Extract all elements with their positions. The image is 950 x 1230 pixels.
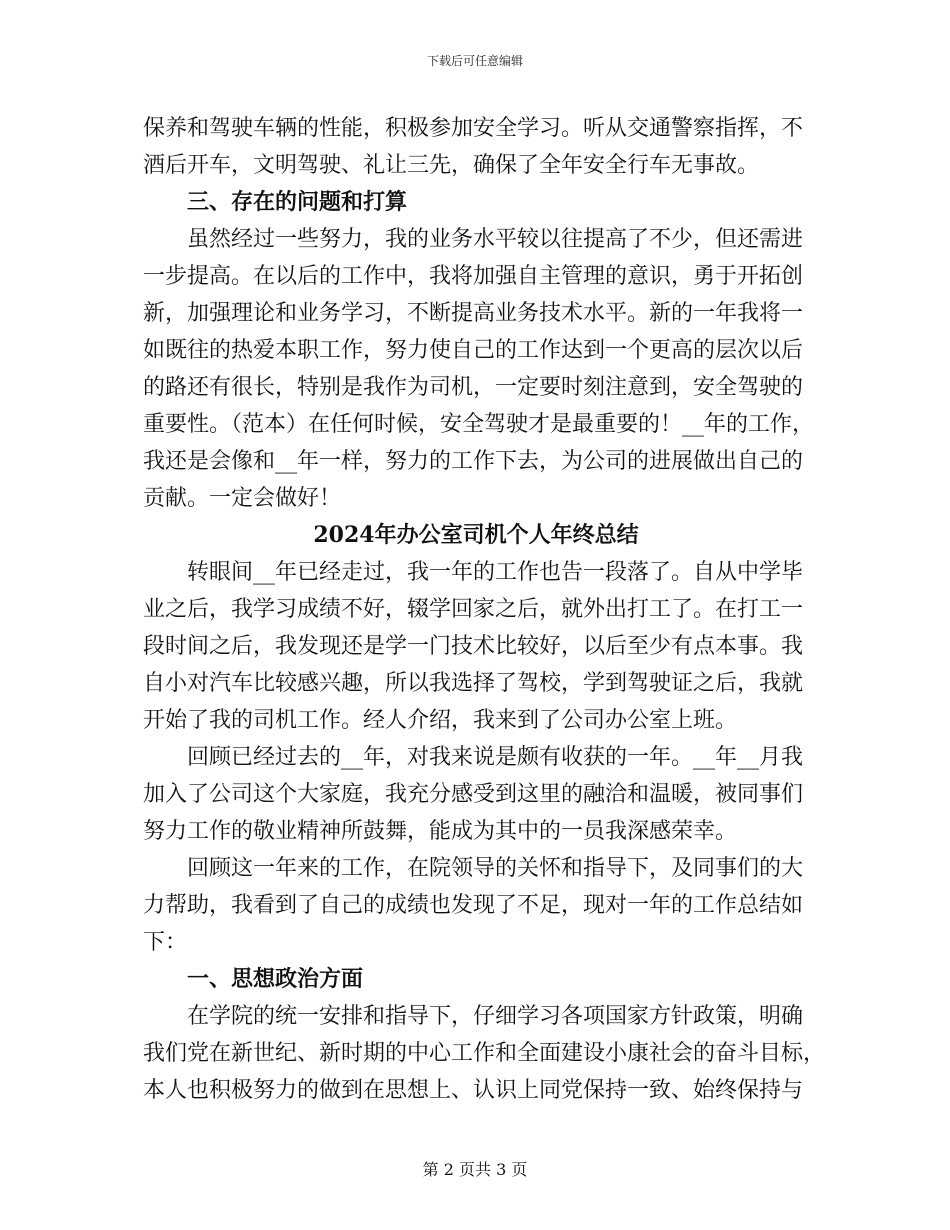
- paragraph-first-line: 转眼间__年已经走过，我一年的工作也告一段落了。自从中学毕: [187, 560, 804, 585]
- body-line: 贡献。一定会做好！: [143, 486, 342, 511]
- body-line: 的路还有很长，特别是我作为司机，一定要时刻注意到，安全驾驶的: [143, 375, 804, 400]
- document-title: 2024年办公室司机个人年终总结: [313, 522, 639, 548]
- body-line: 酒后开车，文明驾驶、礼让三先，确保了全年安全行车无事故。: [143, 153, 760, 178]
- body-line: 保养和驾驶车辆的性能，积极参加安全学习。听从交通警察指挥，不: [143, 116, 804, 141]
- body-line: 开始了我的司机工作。经人介绍，我来到了公司办公室上班。: [143, 708, 738, 733]
- body-line: 段时间之后，我发现还是学一门技术比较好，以后至少有点本事。我: [143, 634, 804, 659]
- body-line: 自小对汽车比较感兴趣，所以我选择了驾校，学到驾驶证之后，我就: [143, 671, 804, 696]
- paragraph-first-line: 虽然经过一些努力，我的业务水平较以往提高了不少，但还需进: [187, 227, 804, 252]
- body-line: 下：: [143, 930, 188, 955]
- body-line: 本人也积极努力的做到在思想上、认识上同党保持一致、始终保持与: [143, 1078, 804, 1103]
- paragraph-first-line: 回顾已经过去的__年，对我来说是颇有收获的一年。__年__月我: [187, 745, 804, 770]
- body-line: 新，加强理论和业务学习，不断提高业务技术水平。新的一年我将一: [143, 301, 804, 326]
- section-heading: 三、存在的问题和打算: [187, 189, 408, 215]
- body-line: 重要性。（范本）在任何时候，安全驾驶才是最重要的！__年的工作，: [143, 412, 815, 437]
- body-line: 如既往的热爱本职工作，努力使自己的工作达到一个更高的层次以后: [143, 338, 804, 363]
- section-heading: 一、思想政治方面: [187, 966, 364, 992]
- body-line: 我还是会像和__年一样，努力的工作下去，为公司的进展做出自己的: [143, 449, 804, 474]
- document-body: [143, 110, 826, 1109]
- body-line: 一步提高。在以后的工作中，我将加强自主管理的意识，勇于开拓创: [143, 264, 804, 289]
- body-line: 加入了公司这个大家庭，我充分感受到这里的融洽和温暖，被同事们: [143, 782, 804, 807]
- page-header: 下载后可任意编辑: [426, 54, 523, 68]
- paragraph-first-line: 回顾这一年来的工作，在院领导的关怀和指导下，及同事们的大: [187, 856, 804, 881]
- body-line: 业之后，我学习成绩不好，辍学回家之后，就外出打工了。在打工一: [143, 597, 804, 622]
- body-line: 努力工作的敬业精神所鼓舞，能成为其中的一员我深感荣幸。: [143, 819, 738, 844]
- body-line: 力帮助，我看到了自己的成绩也发现了不足，现对一年的工作总结如: [143, 893, 804, 918]
- paragraph-first-line: 在学院的统一安排和指导下，仔细学习各项国家方针政策，明确: [187, 1004, 804, 1029]
- page-footer: 第 2 页共 3 页: [422, 1160, 528, 1179]
- body-line: 我们党在新世纪、新时期的中心工作和全面建设小康社会的奋斗目标，: [143, 1041, 826, 1066]
